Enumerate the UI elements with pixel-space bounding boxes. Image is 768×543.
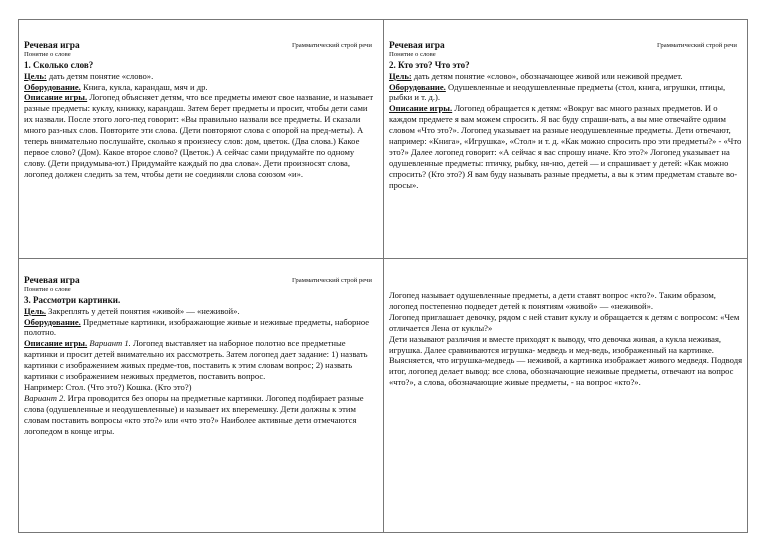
variant2-text: Игра проводится без опоры на предметные картинки. Логопед подбирает разные слова (одушевленные и неодушевленные) и называет их вперемешку. Дети должны к этим словам поставить вопросы «кто это?» или «что это?» Наиболее активные дети отмечаются логопедом в конце игры.: [24, 392, 364, 436]
equipment-text: Предметные картинки, изображающие живые и неживые предметы, наборное полотно.: [24, 316, 370, 338]
card-title: Речевая игра: [24, 41, 80, 51]
description-label: Описание игры.: [389, 103, 453, 114]
continuation-paragraph-3: Дети называют различия и вместе приходят к выводу, что девочка живая, а кукла неживая, игрушка. Далее сравниваются игрушка- медведь и мед-ведь, изображенный на картинке. Выясняется, что игрушка-медведь — неживой, а картинка изображает живого медведя. Подводя итог, логопед делает вывод: все слова, обозначающие неживые предметы, отвечают на вопрос «что?», а слова, обозначающие живые предметы, - на вопрос «кто?».: [389, 333, 743, 388]
game-title: 3. Рассмотри картинки.: [24, 294, 121, 305]
description-label: Описание игры.: [24, 338, 88, 349]
card-title: Речевая игра: [389, 41, 445, 51]
goal-paragraph: [24, 306, 378, 317]
game-card-1: [24, 40, 378, 255]
variant2-label: Вариант 2.: [24, 392, 66, 403]
equipment-text: Одушевленные и неодушевленные предметы (стол, книга, игрушки, птицы, рыбки и т. д.).: [389, 81, 726, 103]
equipment-label: Оборудование.: [24, 81, 81, 92]
description-paragraph: [389, 103, 743, 190]
card-category: Грамматический строй речи: [291, 277, 372, 284]
column-divider: [383, 19, 384, 533]
variant1-paragraph: [24, 338, 378, 382]
card-header: [389, 40, 743, 51]
goal-text: дать детям понятие «слово», обозначающее живой или неживой предмет.: [411, 70, 683, 81]
card-subtitle: Понятие о слове: [389, 51, 436, 58]
card-category: Грамматический строй речи: [656, 42, 737, 49]
card-subtitle: Понятие о слове: [24, 51, 71, 58]
variant1-label: Вариант 1.: [89, 338, 131, 349]
card-category: Грамматический строй речи: [291, 42, 372, 49]
card-header: [24, 40, 378, 51]
goal-label: Цель:: [389, 70, 412, 81]
goal-text: Закреплять у детей понятия «живой» — «неживой».: [46, 305, 240, 316]
goal-paragraph: [389, 71, 743, 82]
row-divider: [18, 258, 748, 259]
description-text: Логопед обращается к детям: «Вокруг вас много разных предметов. И о каждом предмете я вам можем спросить. Я вас буду спраши-вать, а вы мне отвечайте одним словом «Что это?». Логопед указывает на разные неодушевленные предметы. Дети отвечают, например: «Книга», «Игрушка», «Стол» и т. д. «Как можно спросить про эти предметы?» - «Что это?» Далее логопед говорит: «А сейчас я вас спрошу иначе. Кто это?» Логопед указывает на одушевленные предметы: птичку, рыбку, ня-ню, детей — и спрашивает у детей: «Как можно спросить? (Кто это?) Я вам буду называть разные предметы, а вы к этим предметам ставьте во-просы».: [389, 103, 742, 190]
variant1-text: Логопед выставляет на наборное полотно все предметные картинки и просит детей внимательно их рассмотреть. Затем логопед дает задание: 1) назвать картинки с изображением живых предме-тов, поставить к этим словам вопрос; 2) назвать картинки с изображением неживых предметов, поставить вопрос.: [24, 338, 368, 382]
card-title: Речевая игра: [24, 276, 80, 286]
goal-label: Цель:: [24, 70, 47, 81]
game-title: 2. Кто это? Что это?: [389, 59, 470, 70]
continuation-block: [389, 290, 743, 490]
goal-text: дать детям понятие «слово».: [46, 70, 154, 81]
equipment-text: Книга, кукла, карандаш, мяч и др.: [80, 81, 208, 92]
card-header: [24, 275, 378, 286]
continuation-paragraph-2: Логопед приглашает девочку, рядом с ней ставит куклу и обращается к детям с вопросом: «Чем отличается Лена от куклы?»: [389, 311, 740, 333]
game-card-2: [389, 40, 743, 255]
goal-label: Цель.: [24, 305, 47, 316]
continuation-paragraph-1: Логопед называет одушевленные предметы, а дети ставят вопрос «кто?». Таким образом, логопед постепенно подведет детей к понятиям «живой» — «неживой».: [389, 290, 716, 311]
equipment-paragraph: [389, 82, 743, 104]
variant2-paragraph: [24, 393, 378, 437]
card-subtitle: Понятие о слове: [24, 286, 71, 293]
equipment-paragraph: [24, 82, 378, 93]
example-paragraph: Например: Стол. (Что это?) Кошка. (Кто это?): [24, 381, 192, 392]
description-paragraph: [24, 92, 378, 179]
equipment-paragraph: [24, 317, 378, 339]
game-title: 1. Сколько слов?: [24, 59, 94, 70]
description-text: Логопед объясняет детям, что все предметы имеют свое название, и называет разные предметы: куклу, книжку, карандаш. Затем берет предметы и просит, чтобы дети сами их назвали. После этого лого-пед говорит: «Вы правильно назвали все предметы. И сказали много раз-ных слов. Повторите эти слова. (Дети повторяют слова с опорой на пред-меты). А теперь внимательно послушайте, сколько я произнесу слов: дом, цветок. (Два слова.) Какое первое слово? (Дом). Какое второе слово? (Цветок.) А сейчас сами придумайте по одному слову. (Дети придумыва-ют.) Придумайте каждый по два слова». Дети произносят слова, логопед должен следить за тем, чтобы дети не соединяли слова союзом «и».: [24, 92, 374, 179]
description-label: Описание игры.: [24, 92, 88, 103]
goal-paragraph: [24, 71, 378, 82]
equipment-label: Оборудование.: [389, 81, 446, 92]
game-card-3: [24, 275, 378, 530]
equipment-label: Оборудование.: [24, 316, 81, 327]
